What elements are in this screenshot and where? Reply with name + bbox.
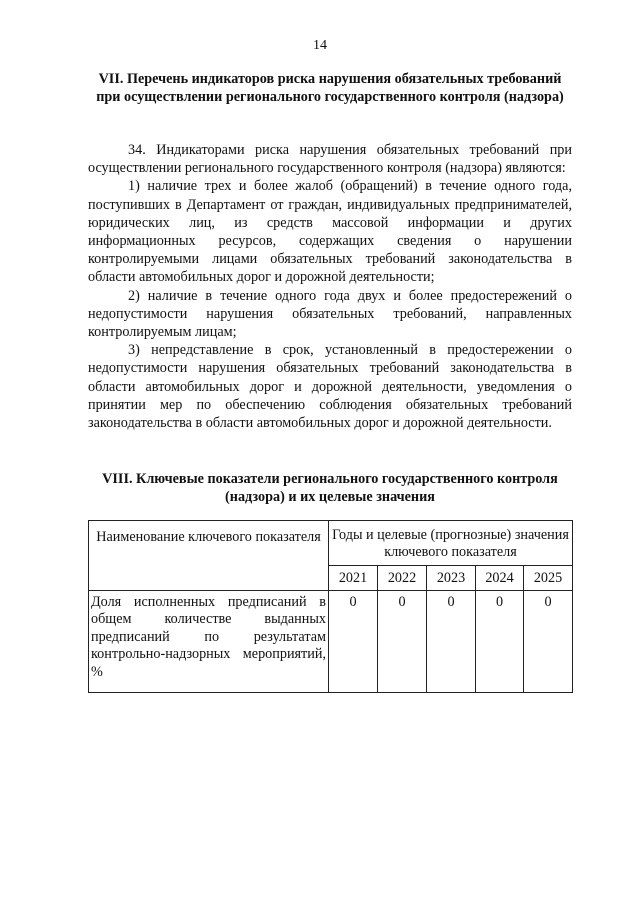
section-vii-heading: VII. Перечень индикаторов риска нарушения обязательных требований при осуществлении регионального государственного контроля (надзора) [96, 71, 564, 105]
paragraph-item-2: 2) наличие в течение одного года двух и более предостережений о недопустимости нарушения обязательных требований, направленных контролируемым лицам; [88, 287, 572, 341]
year-header: 2021 [329, 566, 378, 591]
value-cell: 0 [524, 591, 573, 693]
key-indicators-table [88, 520, 573, 693]
table-row [89, 591, 573, 693]
column-header-years: Годы и целевые (прогнозные) значения ключевого показателя [329, 521, 573, 566]
year-header: 2025 [524, 566, 573, 591]
value-cell: 0 [476, 591, 524, 693]
value-cell: 0 [329, 591, 378, 693]
indicator-name-cell: Доля исполненных предписаний в общем количестве выданных предписаний по результатам контрольно-надзорных мероприятий, % [89, 591, 329, 693]
year-header: 2023 [427, 566, 476, 591]
year-header: 2022 [378, 566, 427, 591]
value-cell: 0 [427, 591, 476, 693]
year-header: 2024 [476, 566, 524, 591]
page-number: 14 [313, 38, 327, 53]
paragraph-34: 34. Индикаторами риска нарушения обязательных требований при осуществлении регионального государственного контроля (надзора) являются: [88, 142, 572, 177]
column-header-indicator-name: Наименование ключевого показателя [89, 521, 329, 591]
paragraph-item-1: 1) наличие трех и более жалоб (обращений) в течение одного года, поступивших в Департамент от граждан, индивидуальных предпринимателей, юридических лиц, из средств массовой информации и других информационных ресурсов, содержащих сведения о нарушении контролируемыми лицами обязательных требований законодательства в области автомобильных дорог и дорожной деятельности; [88, 178, 572, 286]
paragraph-item-3: 3) непредставление в срок, установленный в предостережении о недопустимости нарушения обязательных требований законодательства в области автомобильных дорог и дорожной деятельности, уведомления о принятии мер по обеспечению соблюдения обязательных требований законодательства в области автомобильных дорог и дорожной деятельности. [88, 342, 572, 432]
table-header-row [89, 521, 573, 566]
section-vii-body [88, 141, 572, 432]
section-viii-heading: VIII. Ключевые показатели регионального государственного контроля (надзора) и их целевые значения [102, 471, 558, 505]
value-cell: 0 [378, 591, 427, 693]
